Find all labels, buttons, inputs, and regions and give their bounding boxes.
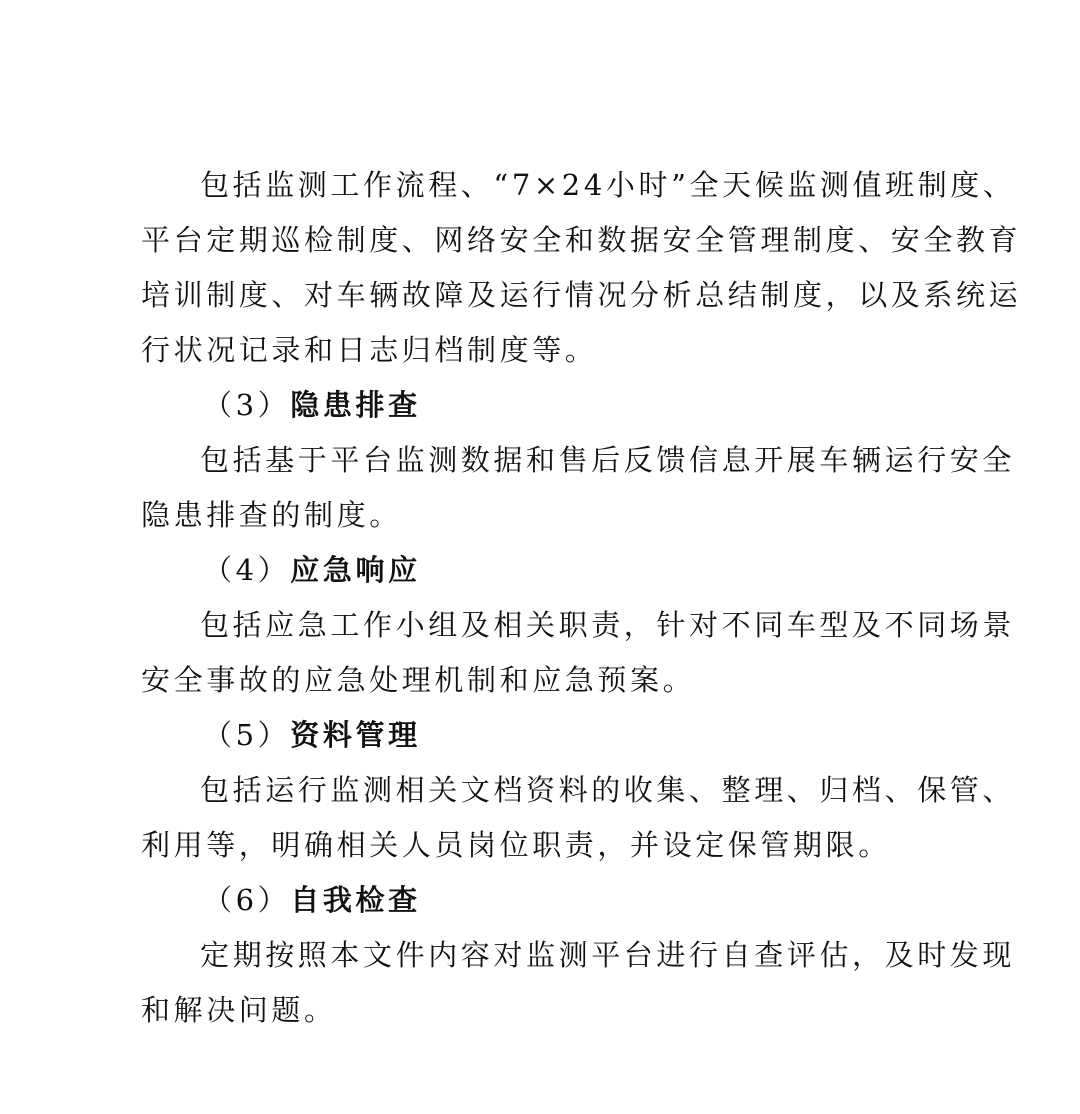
paragraph-line: 包括运行监测相关文档资料的收集、整理、归档、保管、	[200, 773, 1016, 807]
paragraph-hazard-investigation	[141, 433, 1016, 543]
paragraph-line: 培训制度、对车辆故障及运行情况分析总结制度，以及系统运	[141, 278, 1022, 312]
paragraph-emergency-response	[141, 598, 1016, 708]
paragraph-monitoring-procedures	[141, 158, 1022, 378]
paragraph-line: 安全事故的应急处理机制和应急预案。	[141, 663, 696, 697]
section-heading-self-inspection	[141, 873, 941, 928]
section-title: 资料管理	[290, 718, 421, 752]
section-heading-emergency-response	[141, 543, 941, 598]
paragraph-line: 行状况记录和日志归档制度等。	[141, 333, 598, 367]
paragraph-line: 利用等，明确相关人员岗位职责，并设定保管期限。	[141, 828, 891, 862]
section-number: （3）	[203, 388, 291, 422]
section-title: 隐患排查	[290, 388, 421, 422]
section-heading-hazard-investigation	[141, 378, 941, 433]
paragraph-line: 和解决问题。	[141, 993, 337, 1027]
section-number: （5）	[203, 718, 291, 752]
paragraph-self-inspection	[141, 928, 1016, 1038]
section-title: 应急响应	[290, 553, 421, 587]
paragraph-line: 包括应急工作小组及相关职责，针对不同车型及不同场景	[200, 608, 1016, 642]
paragraph-records-management	[141, 763, 1016, 873]
section-number: （6）	[203, 883, 291, 917]
paragraph-line: 隐患排查的制度。	[141, 498, 402, 532]
section-heading-records-management	[141, 708, 941, 763]
paragraph-line: 包括基于平台监测数据和售后反馈信息开展车辆运行安全	[200, 443, 1016, 477]
paragraph-line: 包括监测工作流程、“7×24小时”全天候监测值班制度、	[200, 168, 1016, 202]
section-title: 自我检查	[290, 883, 421, 917]
paragraph-line: 平台定期巡检制度、网络安全和数据安全管理制度、安全教育	[141, 223, 1022, 257]
section-number: （4）	[203, 553, 291, 587]
document-page	[141, 158, 1022, 1038]
paragraph-line: 定期按照本文件内容对监测平台进行自查评估，及时发现	[200, 938, 1016, 972]
